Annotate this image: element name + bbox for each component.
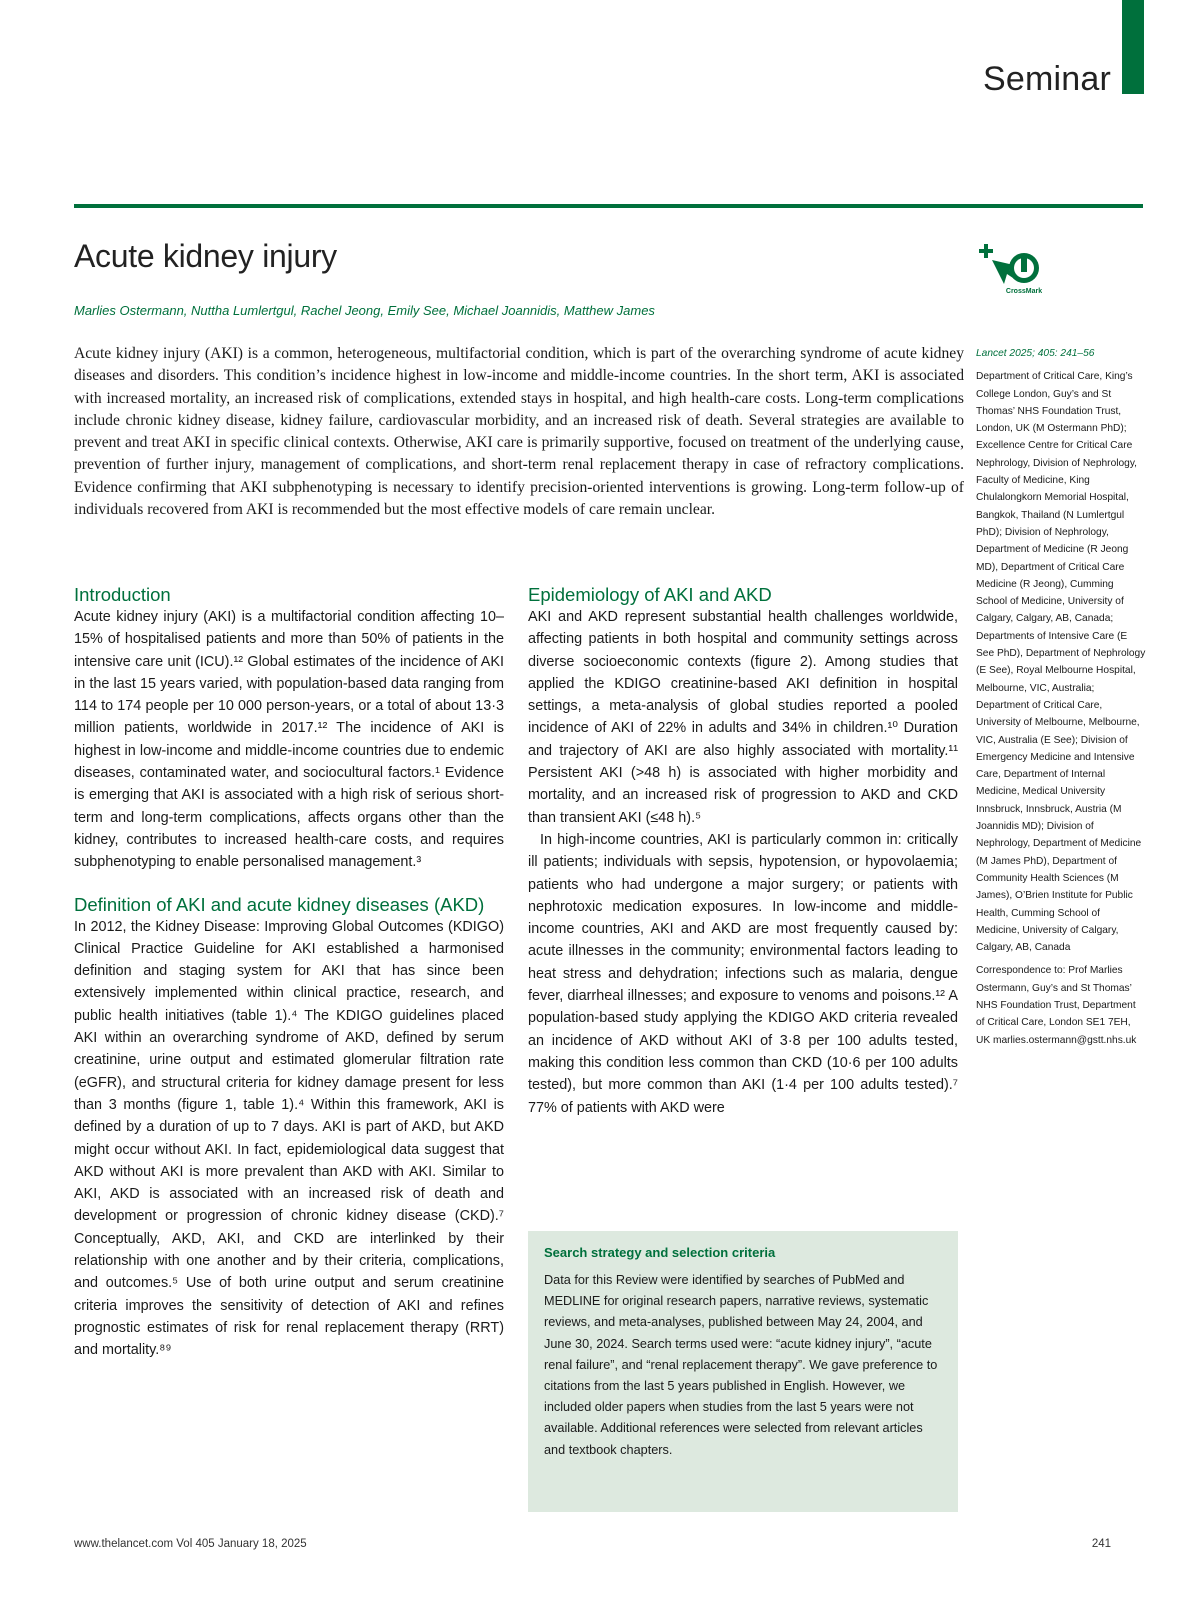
epidemiology-heading: Epidemiology of AKI and AKD bbox=[528, 584, 772, 605]
right-column bbox=[528, 584, 958, 1119]
definition-paragraph: In 2012, the Kidney Disease: Improving Global Outcomes (KDIGO) Clinical Practice Guideline for AKI established a harmonised definition and staging system for AKI that has since been extensively implemented within clinical practice, research, and public health initiatives (table 1).⁴ The KDIGO guidelines placed AKI within an overarching syndrome of AKD, defined by serum creatinine, urine output and estimated glomerular filtration rate (eGFR), and structural criteria for kidney damage present for less than 3 months (figure 1, table 1).⁴ Within this framework, AKI is defined by a duration of up to 7 days. AKI is part of AKD, but AKD might occur without AKI. In fact, epidemiological data suggest that AKD without AKI is more prevalent than AKD with AKI. Similar to AKI, AKD is associated with an increased risk of death and development or progression of chronic kidney disease (CKD).⁷ Conceptually, AKD, AKI, and CKD are interlinked by their relationship with one another and by their criteria, complications, and outcomes.⁵ Use of both urine output and serum creatinine criteria improves the sensitivity of detection of AKI and refines prognostic estimates of risk for renal replacement therapy (RRT) and mortality.⁸⁹ bbox=[74, 918, 504, 1359]
crossmark-label: CrossMark bbox=[1005, 288, 1042, 295]
page-number: 241 bbox=[1091, 1538, 1111, 1550]
footer-journal[interactable]: www.thelancet.com Vol 405 January 18, 2025 bbox=[74, 1538, 307, 1550]
affiliations: Department of Critical Care, King’s College London, Guy’s and St Thomas’ NHS Foundation Trust, London, UK (M Ostermann PhD); Excellence Centre for Critical Care Nephrology, Division of Nephrology, Faculty of Medicine, King Chulalongkorn Memorial Hospital, Bangkok, Thailand (N Lumlertgul PhD); Division of Nephrology, Department of Medicine (R Jeong MD), Department of Critical Care Medicine (R Jeong), Cumming School of Medicine, University of Calgary, Calgary, AB, Canada; Departments of Intensive Care (E See PhD), Department of Nephrology (E See), Royal Melbourne Hospital, Melbourne, VIC, Australia; Department of Critical Care, University of Melbourne, Melbourne, VIC, Australia (E See); Division of Emergency Medicine and Intensive Care, Department of Internal Medicine, Medical University Innsbruck, Innsbruck, Austria (M Joannidis MD); Division of Nephrology, Department of Medicine (M James PhD), Department of Community Health Sciences (M James), O’Brien Institute for Public Health, Cumming School of Medicine, University of Calgary, Calgary, AB, Canada bbox=[976, 371, 1146, 954]
left-column bbox=[74, 584, 504, 1362]
header-rule bbox=[74, 204, 1143, 208]
introduction-heading: Introduction bbox=[74, 584, 171, 605]
article-title: Acute kidney injury bbox=[74, 238, 337, 274]
panel-body: Data for this Review were identified by searches of PubMed and MEDLINE for original research papers, narrative reviews, systematic reviews, and meta-analyses, published between May 24, 2004, and June 30, 2024. Search terms used were: “acute kidney injury”, “acute renal failure”, and “renal replacement therapy”. We gave preference to citations from the last 5 years published in English. However, we included older papers when studies from the last 5 years were not available. Additional references were selected from relevant articles and textbook chapters. bbox=[544, 1273, 938, 1457]
crossmark-icon[interactable] bbox=[978, 240, 1042, 298]
correspondence: Correspondence to: Prof Marlies Ostermann, Guy’s and St Thomas’ NHS Foundation Trust, Department of Critical Care, London SE1 7EH, UK marlies.ostermann@gstt.nhs.uk bbox=[976, 965, 1137, 1046]
definition-heading: Definition of AKI and acute kidney diseases (AKD) bbox=[74, 893, 485, 915]
panel-heading: Search strategy and selection criteria bbox=[544, 1245, 776, 1260]
epidemiology-paragraph-2: In high-income countries, AKI is particularly common in: critically ill patients; individuals with sepsis, hypotension, or hypovolaemia; patients who had undergone a major surgery; or patients with nephrotoxic medication exposures. In low-income and middle-income countries, AKI and AKD are most frequently caused by: acute illnesses in the community; environmental factors leading to heat stress and dehydration; infections such as malaria, dengue fever, diarrheal illnesses; and exposure to venoms and poisons.¹² A population-based study applying the KDIGO AKD criteria revealed an incidence of AKD without AKI of 3·8 per 100 adults tested, making this condition less common than CKD (10·6 per 100 adults tested), but more common than AKI (1·4 per 100 adults tested).⁷ 77% of patients with AKD were bbox=[528, 831, 958, 1116]
introduction-paragraph: Acute kidney injury (AKI) is a multifactorial condition affecting 10–15% of hospitalised patients and more than 50% of patients in the intensive care unit (ICU).¹² Global estimates of the incidence of AKI in the last 15 years varied, with population-based data ranging from 114 to 174 people per 10 000 person-years, or a total of about 13·3 million patients, worldwide in 2017.¹² The incidence of AKI is highest in low-income and middle-income countries due to endemic diseases, contaminated water, and sociocultural factors.¹ Evidence is emerging that AKI is associated with a high risk of serious short-term and long-term complications, affects organs other than the kidney, contributes to increased health-care costs, and requires subphenotyping to enable personalised management.³ bbox=[74, 609, 504, 871]
section-color-tab bbox=[1122, 0, 1144, 94]
citation[interactable]: Lancet 2025; 405: 241–56 bbox=[976, 348, 1095, 359]
abstract: Acute kidney injury (AKI) is a common, heterogeneous, multifactorial condition, which is part of the overarching syndrome of acute kidney diseases and disorders. This condition’s incidence highest in low-income and middle-income countries. In the short term, AKI is associated with increased mortality, an increased risk of complications, extended stays in hospital, and high health-care costs. Long-term complications include chronic kidney disease, kidney failure, cardiovascular morbidity, and an increased risk of death. Several strategies are available to prevent and treat AKI in specific clinical contexts. Otherwise, AKI care is primarily supportive, focused on treatment of the underlying cause, prevention of further injury, management of complications, and short-term renal replacement therapy in case of refractory complications. Evidence confirming that AKI subphenotyping is necessary to identify precision-oriented interventions is growing. Long-term follow-up of individuals recovered from AKI is recommended but the most effective models of care remain unclear. bbox=[74, 345, 964, 519]
search-strategy-panel bbox=[528, 1231, 958, 1512]
affiliations-sidebar bbox=[976, 345, 1146, 1055]
epidemiology-paragraph-1: AKI and AKD represent substantial health challenges worldwide, affecting patients in both hospital and community settings across diverse socioeconomic contexts (figure 2). Among studies that applied the KDIGO creatinine-based AKI definition in hospital settings, a meta-analysis of global studies reported a pooled incidence of AKI of 22% in adults and 34% in children.¹⁰ Duration and trajectory of AKI are also highly associated with mortality.¹¹ Persistent AKI (>48 h) is associated with higher morbidity and mortality, and an increased risk of progression to AKD and CKD than transient AKI (≤48 h).⁵ bbox=[528, 609, 958, 826]
author-list: Marlies Ostermann, Nuttha Lumlertgul, Rachel Jeong, Emily See, Michael Joannidis, Matthew James bbox=[74, 303, 655, 318]
section-label: Seminar bbox=[982, 60, 1111, 98]
